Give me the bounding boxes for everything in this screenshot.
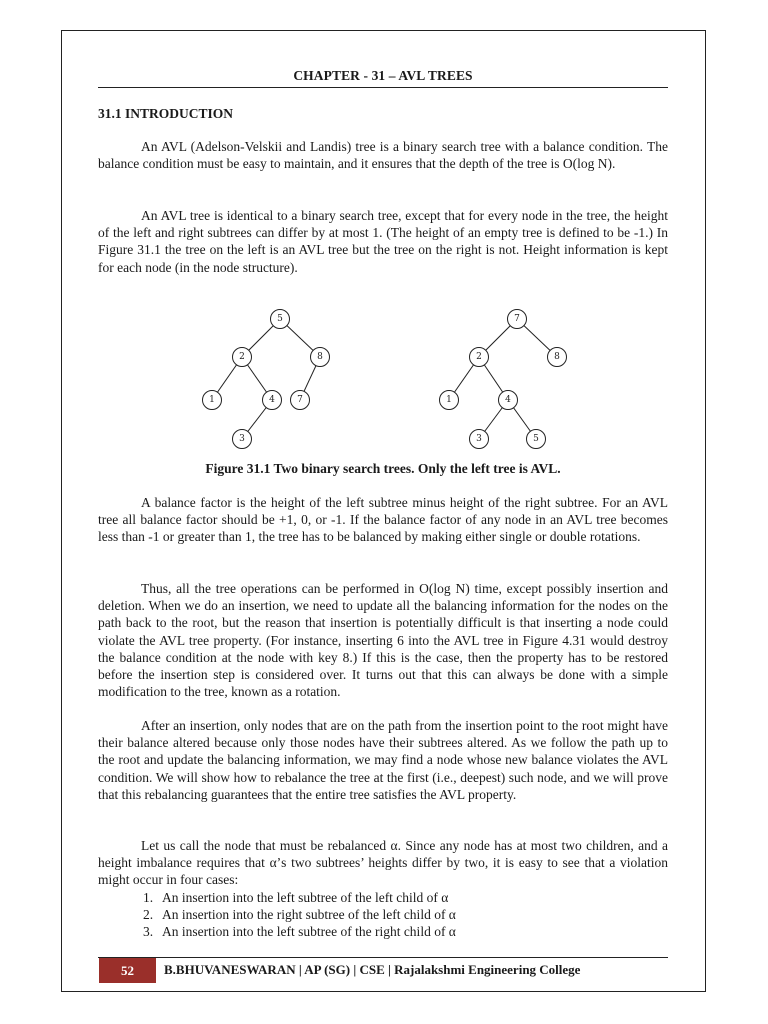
figure-svg [160,305,610,455]
paragraph-6: Let us call the node that must be rebalanced α. Since any node has at most two children, and a height imbalance requires that α’s two subtrees’ heights differ by two, it is easy to see that a violation might occur in four cases: [98,838,668,888]
paragraph-4: Thus, all the tree operations can be performed in O(log N) time, except possibly insertion and deletion. When we do an insertion, we need to update all the balancing information for the nodes on the path back to the root, but the reason that insertion is potentially difficult is that inserting a node could violate the AVL tree property. (For instance, inserting 6 into the AVL tree in Figure 4.31 would destroy the balance condition at the node with key 8.) If this is the case, then the property has to be restored before the insertion step is considered over. It turns out that this can always be done with a simple modification to the tree, known as a rotation. [98,581,668,700]
list-item-text: An insertion into the right subtree of the left child of α [162,907,456,923]
list-item-number: 1. [143,890,154,905]
list-item [143,906,456,923]
footer-text: B.BHUVANESWARAN | AP (SG) | CSE | Rajalakshmi Engineering College [164,962,581,977]
chapter-title: CHAPTER - 31 – AVL TREES [293,68,473,83]
right-node-label: 5 [533,434,539,444]
left-node-label: 5 [277,314,283,324]
left-node-label: 2 [239,352,245,362]
left-node-label: 4 [269,395,275,405]
paragraph-2: An AVL tree is identical to a binary search tree, except that for every node in the tree, the height of the left and right subtrees can differ by at most 1. (The height of an empty tree is defined to be -1.) In Figure 31.1 the tree on the left is an AVL tree but the tree on the right is not. Height information is kept for each node (in the node structure). [98,208,668,275]
figure-bst [160,305,610,455]
left-node-label: 8 [317,352,323,362]
paragraph-5: After an insertion, only nodes that are on the path from the insertion point to the root might have their balance altered because only those nodes have their subtrees altered. As we follow the path up to the root and update the balancing information, we may find a node whose new balance violates the AVL condition. We will show how to rebalance the tree at the first (i.e., deepest) such node, and we will prove that this rebalancing guarantees that the entire tree satisfies the AVL property. [98,718,668,802]
right-node-label: 3 [476,434,482,444]
right-node-label: 8 [554,352,560,362]
right-node-label: 7 [514,314,520,324]
left-node-label: 1 [209,395,215,405]
list-item-text: An insertion into the left subtree of the right child of α [162,924,456,940]
cases-list [143,889,456,941]
paragraph-1: An AVL (Adelson-Velskii and Landis) tree is a binary search tree with a balance condition. The balance condition must be easy to maintain, and it ensures that the depth of the tree is O(log N). [98,139,668,172]
paragraph-3: A balance factor is the height of the left subtree minus height of the right subtree. For an AVL tree all balance factor should be +1, 0, or -1. If the balance factor of any node in an AVL tree becomes less than -1 or greater than 1, the tree has to be balanced by making either single or double rotations. [98,495,668,545]
list-item-number: 2. [143,907,154,923]
right-node-label: 2 [476,352,482,362]
list-item-text: An insertion into the left subtree of the left child of α [162,890,449,905]
footer-rule [98,957,668,958]
list-item [143,889,456,906]
left-node-label: 7 [297,395,303,405]
page-number-badge: 52 [99,958,156,983]
list-item-number: 3. [143,924,154,940]
list-item [143,923,456,940]
right-node-label: 1 [446,395,452,405]
figure-caption: Figure 31.1 Two binary search trees. Only the left tree is AVL. [205,461,561,476]
left-node-label: 3 [239,434,245,444]
header-rule [98,87,668,88]
right-node-label: 4 [505,395,511,405]
section-heading: 31.1 INTRODUCTION [98,106,234,121]
